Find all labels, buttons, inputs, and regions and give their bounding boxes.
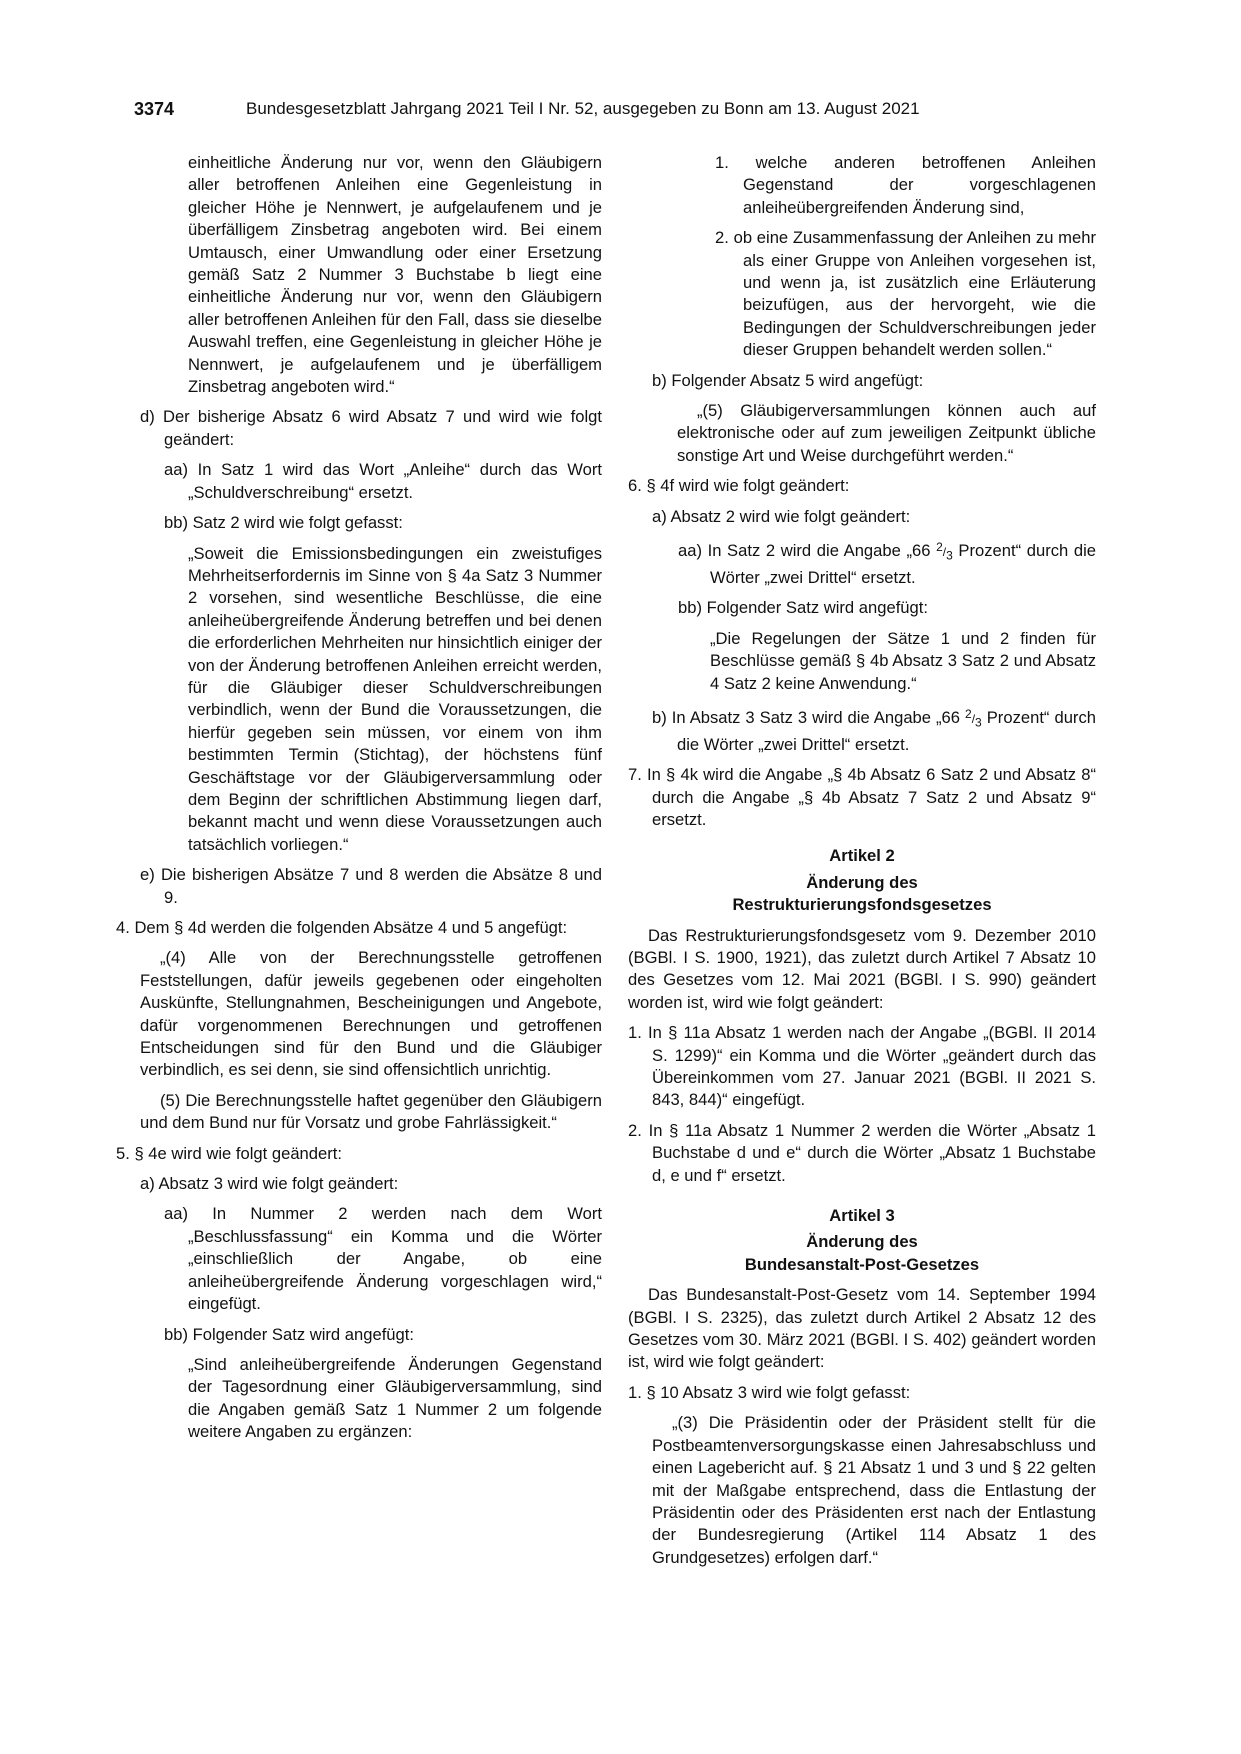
quote-4-para5: (5) Die Berechnungsstelle haftet gegenüber den Gläubigern und dem Bund nur für Vorsatz und grobe Fahrlässigkeit.“ [140,1090,602,1133]
article-2-title [628,872,1096,917]
quote-d-bb: „Soweit die Emissionsbedingungen ein zweistufiges Mehrheitserfordernis im Sinne von § 4a Satz 3 Nummer 2 vorsehen, sind wesentliche Beschlüsse, die eine anleiheübergreifende Änderung betreffen und bei denen die erforderlichen Mehrheiten nur hinsichtlich einiger der von der Änderung betroffenen Anleihen erreicht werden, für die Gläubiger dieser Schuldverschreibungen verbindlich, wenn der Bund die Voraussetzungen, die hierfür gegeben sein müssen, vor einem von ihm bestimmten Termin (Stichtag), der höchstens fünf Geschäftstage vor der Gläubigerversammlung oder dem Beginn der schriftlichen Abstimmung liegen darf, bekannt macht und wenn diese Voraussetzungen auch tatsächlich vorliegen.“ [188,543,602,854]
item-d-aa: aa) In Satz 1 wird das Wort „Anleihe“ durch das Wort „Schuldverschreibung“ ersetzt. [164,460,602,502]
article-3-title-line1: Änderung des [806,1232,918,1252]
item-6-a-bb: bb) Folgender Satz wird angefügt: [678,598,928,618]
quote-6-a-bb: „Die Regelungen der Sätze 1 und 2 finden für Beschlüsse gemäß § 4b Absatz 3 Satz 2 und Absatz 4 Satz 2 keine Anwendung.“ [710,628,1096,693]
fraction-denominator-b: 3 [975,715,982,730]
fraction-two-thirds-b: $^2/_3$ [965,706,982,730]
article-3-quote: „(3) Die Präsidentin oder der Präsident stellt für die Postbeamtenversorgungskasse einen Jahresabschluss und einen Lagebericht auf. § 21 Absatz 1 und 3 und § 22 gelten mit der Maßgabe entsprechend, dass die Entlastung der Präsidentin oder des Präsidenten erst nach der Entlastung der Bundesregierung (Artikel 114 Absatz 1 des Grundgesetzes) erfolgen darf.“ [652,1413,1096,1567]
item-5-a-aa: aa) In Nummer 2 werden nach dem Wort „Beschlussfassung“ ein Komma und die Wörter „einschließlich der Angabe, ob eine anleiheübergreifende Änderung vorgeschlagen wird,“ eingefügt. [164,1204,602,1314]
item-6-a-aa [628,536,1096,589]
fraction-two-thirds: $^2/_3$ [936,540,953,563]
item-5-a: a) Absatz 3 wird wie folgt geändert: [140,1174,399,1194]
article-2-title-line2: Restrukturierungsfondsgesetzes [732,895,992,915]
quote-5-a-bb: „Sind anleiheübergreifende Änderungen Gegenstand der Tagesordnung einer Gläubigerversammlung, sind die Angaben gemäß Satz 1 Nummer 2 um folgende weitere Angaben zu ergänzen: [188,1354,602,1442]
article-2-heading: Artikel 2 [829,846,895,866]
page-header [134,99,1074,125]
article-2-title-line1: Änderung des [806,872,918,892]
item-7: 7. In § 4k wird die Angabe „§ 4b Absatz 6 Satz 2 und Absatz 8“ durch die Angabe „§ 4b Absatz 7 Satz 2 und Absatz 9“ ersetzt. [628,765,1096,829]
quote-item-2: 2. ob eine Zusammenfassung der Anleihen zu mehr als einer Gruppe von Anleihen vorgesehen ist, und wenn ja, ist zusätzlich eine Erläuterung beizufügen, aus der hervorgeht, wie die Bedingungen der Schuldverschreibungen jeder dieser Gruppen behandelt werden sollen.“ [715,228,1096,360]
item-6-b [628,703,1096,756]
item-6-b-pre: b) In Absatz 3 Satz 3 wird die Angabe „66 [652,707,966,727]
article-3-title [628,1231,1096,1276]
quote-4-para4: „(4) Alle von der Berechnungsstelle getroffenen Feststellungen, dafür jeweils gegebenen oder eingeholten Auskünfte, Stellungnahmen, Bescheinigungen und Angebote, dafür vorgenommenen Berechnungen und getroffenen Entscheidungen sind für den Bund und die Gläubiger verbindlich, es sei denn, sie sind offensichtlich unrichtig. [140,948,602,1080]
continued-paragraph: einheitliche Änderung nur vor, wenn den Gläubigern aller betroffenen Anleihen eine Gegenleistung in gleicher Höhe je Nennwert, je aufgelaufenem und je überfälligem Zinsbetrag angeboten wird. Bei einem Umtausch, einer Umwandlung oder einer Ersetzung gemäß Satz 2 Nummer 3 Buchstabe b liegt eine einheitliche Änderung nur vor, wenn den Gläubigern aller betroffenen Anleihen für den Fall, dass sie dieselbe Auswahl treffen, eine Gegenleistung in gleicher Höhe je Nennwert, je aufgelaufenem und je überfälligem Zinsbetrag angeboten wird.“ [188,153,602,397]
right-column [628,152,1096,1577]
item-6-a-aa-post: Prozent“ durch die Wörter „zwei Drittel“ ersetzt. [710,541,1097,587]
page-number: 3374 [134,99,175,119]
item-6: 6. § 4f wird wie folgt geändert: [628,476,850,496]
item-5-b: b) Folgender Absatz 5 wird angefügt: [652,370,924,390]
item-5: 5. § 4e wird wie folgt geändert: [116,1143,342,1163]
article-3-heading: Artikel 3 [829,1206,895,1226]
article-2-intro: Das Restrukturierungsfondsgesetz vom 9. Dezember 2010 (BGBl. I S. 1900, 1921), das zuletzt durch Artikel 7 Absatz 10 des Gesetzes vom 12. Mai 2021 (BGBl. I S. 990) geändert worden ist, wird wie folgt geändert: [628,925,1096,1012]
article-3-intro: Das Bundesanstalt-Post-Gesetz vom 14. September 1994 (BGBl. I S. 2325), das zuletzt durch Artikel 2 Absatz 12 des Gesetzes vom 30. März 2021 (BGBl. I S. 402) geändert worden ist, wird wie folgt geändert: [628,1285,1096,1372]
quote-5-b: „(5) Gläubigerversammlungen können auch auf elektronische oder auf zum jeweiligen Zeitpunkt übliche sonstige Art und Weise durchgeführt werden.“ [677,401,1096,465]
item-e: e) Die bisherigen Absätze 7 und 8 werden die Absätze 8 und 9. [140,865,602,907]
item-5-a-bb: bb) Folgender Satz wird angefügt: [164,1324,414,1344]
fraction-numerator-b: 2 [965,706,972,721]
item-6-a: a) Absatz 2 wird wie folgt geändert: [652,506,911,526]
article-3-item-1: 1. § 10 Absatz 3 wird wie folgt gefasst: [628,1382,911,1402]
article-2-item-1: 1. In § 11a Absatz 1 werden nach der Angabe „(BGBl. II 2014 S. 1299)“ ein Komma und die Wörter „geändert durch das Übereinkommen vom 27. Januar 2021 (BGBl. II 2021 S. 843, 844)“ eingefügt. [628,1023,1096,1110]
item-4: 4. Dem § 4d werden die folgenden Absätze 4 und 5 angefügt: [116,918,568,937]
quote-item-1: 1. welche anderen betroffenen Anleihen Gegenstand der vorgeschlagenen anleiheübergreifenden Änderung sind, [715,153,1096,217]
fraction-denominator: 3 [946,548,953,563]
article-3-title-line2: Bundesanstalt-Post-Gesetzes [744,1254,980,1274]
item-d: d) Der bisherige Absatz 6 wird Absatz 7 und wird wie folgt geändert: [140,407,602,449]
item-6-a-aa-pre: aa) In Satz 2 wird die Angabe „66 [678,541,937,561]
fraction-numerator: 2 [936,540,943,555]
article-2-item-2: 2. In § 11a Absatz 1 Nummer 2 werden die Wörter „Absatz 1 Buchstabe d und e“ durch die Wörter „Absatz 1 Buchstabe d, e und f“ ersetzt. [628,1120,1096,1185]
running-title: Bundesgesetzblatt Jahrgang 2021 Teil I Nr. 52, ausgegeben zu Bonn am 13. August 2021 [246,99,920,118]
item-d-bb: bb) Satz 2 wird wie folgt gefasst: [164,513,403,533]
item-6-b-post: Prozent“ durch die Wörter „zwei Drittel“ ersetzt. [677,707,1096,754]
left-column [116,152,602,1452]
